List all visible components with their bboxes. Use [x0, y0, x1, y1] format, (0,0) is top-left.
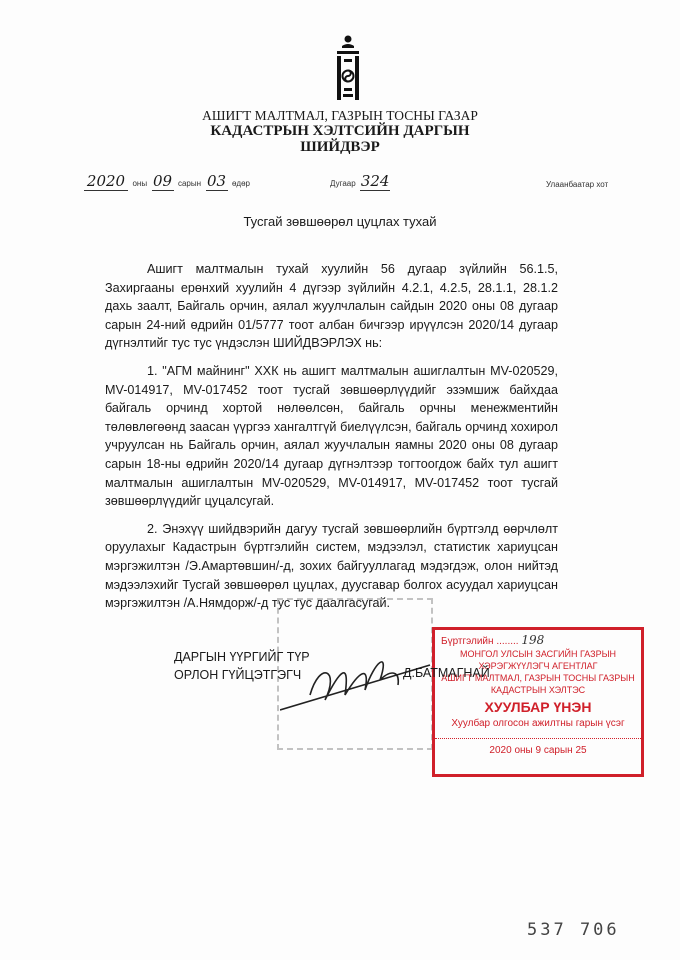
stamp-line4: КАДАСТРЫН ХЭЛТЭС — [490, 685, 586, 695]
year-label: оны — [132, 179, 148, 188]
signatory-name: Д.БАТМАГНАЙ — [403, 666, 490, 680]
state-emblem-icon — [332, 32, 364, 100]
date-line — [84, 172, 250, 191]
date-month: 09 — [152, 172, 173, 190]
certified-copy-stamp: Бүртгэлийн ........ 198 МОНГОЛ УЛСЫН ЗАСГИЙН ГАЗРЫН ХЭРЭГЖҮҮЛЭГЧ АГЕНТЛАГ АШИГТ МАЛТМАЛ, ГАЗРЫН ТОСНЫ ГАЗРЫН КАДАСТРЫН ХЭЛТЭС ХУУЛБАР ҮНЭН Хуулбар олгосон ажилтны гарын үсэг 2020 оны 9 сарын 25 — [432, 627, 644, 777]
stamp-date: 2020 оны 9 сарын 25 — [435, 738, 641, 757]
stamp-line1: МОНГОЛ УЛСЫН ЗАСГИЙН ГАЗРЫН — [459, 649, 617, 659]
handwritten-signature — [280, 640, 440, 720]
document-subtitle: ШИЙДВЭР — [300, 139, 380, 155]
day-label: өдөр — [231, 179, 250, 188]
city: Улаанбаатар хот — [546, 180, 609, 189]
stamp-line3: АШИГТ МАЛТМАЛ, ГАЗРЫН ТОСНЫ ГАЗРЫН — [441, 673, 635, 683]
position-line2: ОРЛОН ГҮЙЦЭТГЭГЧ — [174, 668, 302, 682]
number-value: 324 — [360, 172, 390, 190]
position-line1: ДАРГЫН ҮҮРГИЙГ ТҮР — [174, 650, 310, 664]
number-label: Дугаар — [330, 179, 356, 188]
decision-item-1: 1. "АГМ майнинг" ХХК нь ашигт малтмалын ашиглалтын MV-020529, MV-014917, MV-017452 тоот тусгай зөвшөөрлүүдийг эзэмшиж байхдаа байгаль орчинд хортой нөлөөлсөн, байгаль орчны менежментийн төлөвлөгөөнд заасан үүргээ хангалтгүй биелүүлсэн, байгаль орчинд хохирол учруулсан нь Байгаль орчин, аялал жуучлалын яамны 2020 оны 08 дугаар сарын 18-ны өдрийн 2020/14 дугаар дүгнэлтээр тогтоогдож байх тул ашигт малтмалын ашиглалтын MV-020529, MV-014917, MV-017452 тоот тусгай зөвшөөрлүүдийг цуцалсугай. — [105, 363, 558, 509]
date-year: 2020 — [84, 172, 128, 191]
decision-body — [105, 260, 558, 613]
date-day: 03 — [206, 172, 227, 190]
document-number — [330, 172, 390, 191]
stamp-reg-label: Бүртгэлийн — [441, 636, 494, 647]
footer-number: 537 706 — [527, 920, 620, 940]
stamp-certified-text: Хуулбар олгосон ажилтны гарын үсэг — [451, 718, 625, 729]
stamp-title: ХУУЛБАР ҮНЭН — [484, 699, 592, 715]
decision-item-2: 2. Энэхүү шийдвэрийн дагуу тусгай зөвшөөрлийн бүртгэлд өөрчлөлт оруулахыг Кадастрын бүртгэлийн систем, мэдээлэл, статистик хариуцсан мэргэжилтэн /Э.Амартөвшин/-д, зохих байгууллагад мэдэгдэж, олон нийтэд мэдээлэхийг Тусгай зөвшөөрөл цуцлах, дуусгавар болгох асуудал хариуцсан мэргэжилтэн /А.Нямдорж/-д тус тус даалгасугай. — [105, 521, 558, 611]
subject: Тусгай зөвшөөрөл цуцлах тухай — [243, 214, 437, 229]
organization-name: АШИГТ МАЛТМАЛ, ГАЗРЫН ТОСНЫ ГАЗАР — [202, 108, 478, 123]
intro-paragraph: Ашигт малтмалын тухай хуулийн 56 дугаар зүйлийн 56.1.5, Захиргааны ерөнхий хуулийн 4 дүгээр зүйлийн 4.2.1, 4.2.5, 28.1.1, 28.1.2 дахь заалт, Байгаль орчин, аялал жуулчлалын сайдын 2020 оны 08 дугаар сарын 24-ний өдрийн 01/5777 тоот албан бичгээр ирүүлсэн 2020/14 дугаар дүгнэлтийг тус тус үндэслэн ШИЙДВЭРЛЭХ нь: — [105, 262, 558, 351]
stamp-reg-number: 198 — [521, 633, 545, 647]
month-label: сарын — [177, 179, 202, 188]
document-title: КАДАСТРЫН ХЭЛТСИЙН ДАРГЫН — [210, 123, 470, 139]
stamp-line2: ХЭРЭГЖҮҮЛЭГЧ АГЕНТЛАГ — [478, 661, 598, 671]
